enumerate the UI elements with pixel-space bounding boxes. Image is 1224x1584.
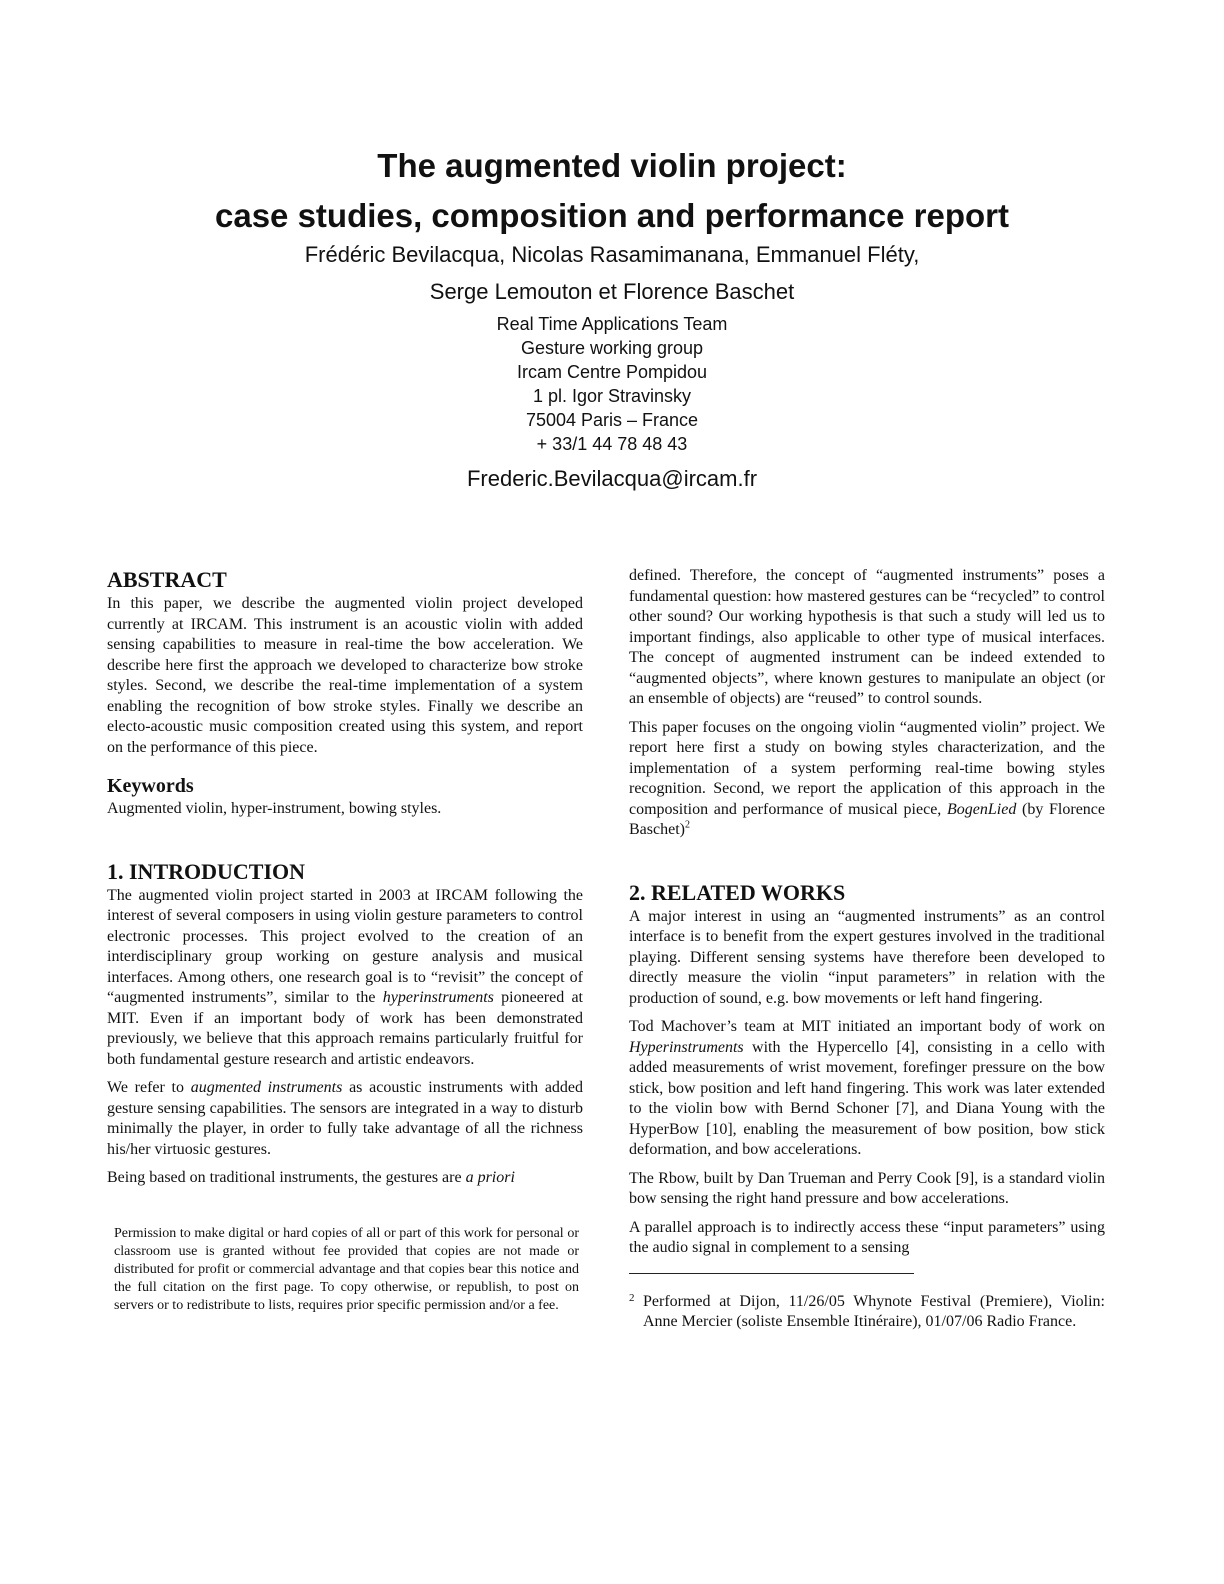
keywords-text: Augmented violin, hyper-instrument, bowing styles. (107, 800, 442, 817)
intro-paragraph-3-continued: defined. Therefore, the concept of “augmented instruments” poses a fundamental question: how mastered gestures can be “recycled” to control other sound? Our working hypothesis is that such a study will led us to important findings, also applicable to other type of musical interfaces. The concept of augmented instrument can be indeed extended to “augmented objects”, where known gestures to manipulate an object (or an ensemble of objects) are “reused” to control sounds. (629, 567, 1105, 707)
permission-notice: Permission to make digital or hard copies of all or part of this work for personal or classroom use is granted without fee provided that copies are not made or distributed for profit or commercial advantage and that copies bear this notice and the full citation on the first page. To copy otherwise, or republish, to post on servers or to redistribute to lists, requires prior specific permission and/or a fee. (114, 1225, 579, 1313)
affiliation-institute: Ircam Centre Pompidou (516, 362, 708, 382)
introduction-heading: 1. INTRODUCTION (107, 858, 306, 884)
affiliation-team: Real Time Applications Team (496, 314, 728, 334)
abstract-heading: ABSTRACT (107, 567, 227, 592)
affiliation-city: 75004 Paris – France (525, 410, 699, 430)
affiliation-group: Gesture working group (520, 338, 704, 358)
intro-paragraph-2: We refer to augmented instruments as acoustic instruments with added gesture sensing capabilities. The sensors are integrated in a way to disturb minimally the player, in order to fully take advantage of all the richness his/her virtuosic gestures. (107, 1079, 584, 1158)
right-column (629, 566, 1105, 1333)
footnote-divider (629, 1273, 914, 1274)
related-paragraph-4: A parallel approach is to indirectly access these “input parameters” using the audio signal in complement to a sensing (629, 1218, 1105, 1256)
abstract-text: In this paper, we describe the augmented violin project developed currently at IRCAM. This instrument is an acoustic violin with added sensing capabilities to measure in real-time the bow acceleration. We describe here first the approach we developed to characterize bow stroke styles. Second, we describe the real-time implementation of a system enabling the recognition of bow stroke styles. Finally we describe an electo-acoustic music composition created using this system, and report on the performance of this piece. (107, 595, 583, 756)
footnote-text: Performed at Dijon, 11/26/05 Whynote Festival (Premiere), Violin: Anne Mercier (soliste Ensemble Itinéraire), 01/07/06 Radio France. (643, 1292, 1105, 1330)
author-email: Frederic.Bevilacqua@ircam.fr (466, 466, 758, 491)
intro-paragraph-4: This paper focuses on the ongoing violin “augmented violin” project. We report here first a study on bowing styles characterization, and the implementation of a system performing real-time bowing styles recognition. Second, we report the application of this approach in the composition and performance of musical piece, BogenLied (by Florence Baschet)$^2$ (629, 718, 1105, 838)
paper-title-line-2: case studies, composition and performance report (214, 197, 1010, 234)
paper-title-line-1: The augmented violin project: (377, 147, 847, 184)
related-works-heading: 2. RELATED WORKS (629, 879, 846, 905)
related-paragraph-1: A major interest in using an “augmented instruments” as an control interface is to benefit from the expert gestures involved in the traditional playing. Different sensing systems have therefore been developed to directly measure the violin “input parameters” in relation with the production of sound, e.g. bow movements or left hand fingering. (629, 907, 1105, 1007)
left-column (107, 566, 583, 1315)
intro-paragraph-1: The augmented violin project started in 2003 at IRCAM following the interest of several composers in using violin gesture parameters to control electronic processes. This project evolved to the creation of an interdisciplinary group working on gesture analysis and musical interfaces. Among others, one research goal is to “revisit” the concept of “augmented instruments”, similar to the hyperinstruments pioneered at MIT. Even if an important body of work has been demonstrated previously, we believe that this approach remains particularly fruitful for both fundamental gesture research and artistic endeavors. (107, 886, 584, 1068)
intro-paragraph-3-start: Being based on traditional instruments, the gestures are a priori (107, 1169, 515, 1186)
authors-line-1: Frédéric Bevilacqua, Nicolas Rasamimanana, Emmanuel Fléty, (304, 242, 920, 267)
footnote-mark: 2 (629, 1291, 635, 1304)
affiliation-block (0, 312, 1224, 456)
keywords-heading: Keywords (107, 775, 194, 797)
related-paragraph-2: Tod Machover’s team at MIT initiated an important body of work on Hyperinstruments with the Hypercello [4], consisting in a cello with added measurements of wrist movement, forefinger pressure on the bow stick, bow position and left hand fingering. This work was later extended to the violin bow with Bernd Schoner [7], and Diana Young with the HyperBow [10], enabling the measurement of bow position, bow stick deformation, and bow accelerations. (629, 1018, 1105, 1158)
related-paragraph-3: The Rbow, built by Dan Trueman and Perry Cook [9], is a standard violin bow sensing the right hand pressure and bow accelerations. (629, 1169, 1105, 1207)
footnote-reference: 2 (684, 819, 690, 831)
affiliation-street: 1 pl. Igor Stravinsky (532, 386, 692, 406)
affiliation-phone: + 33/1 44 78 48 43 (536, 434, 688, 454)
footnote (629, 1292, 1105, 1333)
authors-line-2: Serge Lemouton et Florence Baschet (429, 279, 795, 304)
